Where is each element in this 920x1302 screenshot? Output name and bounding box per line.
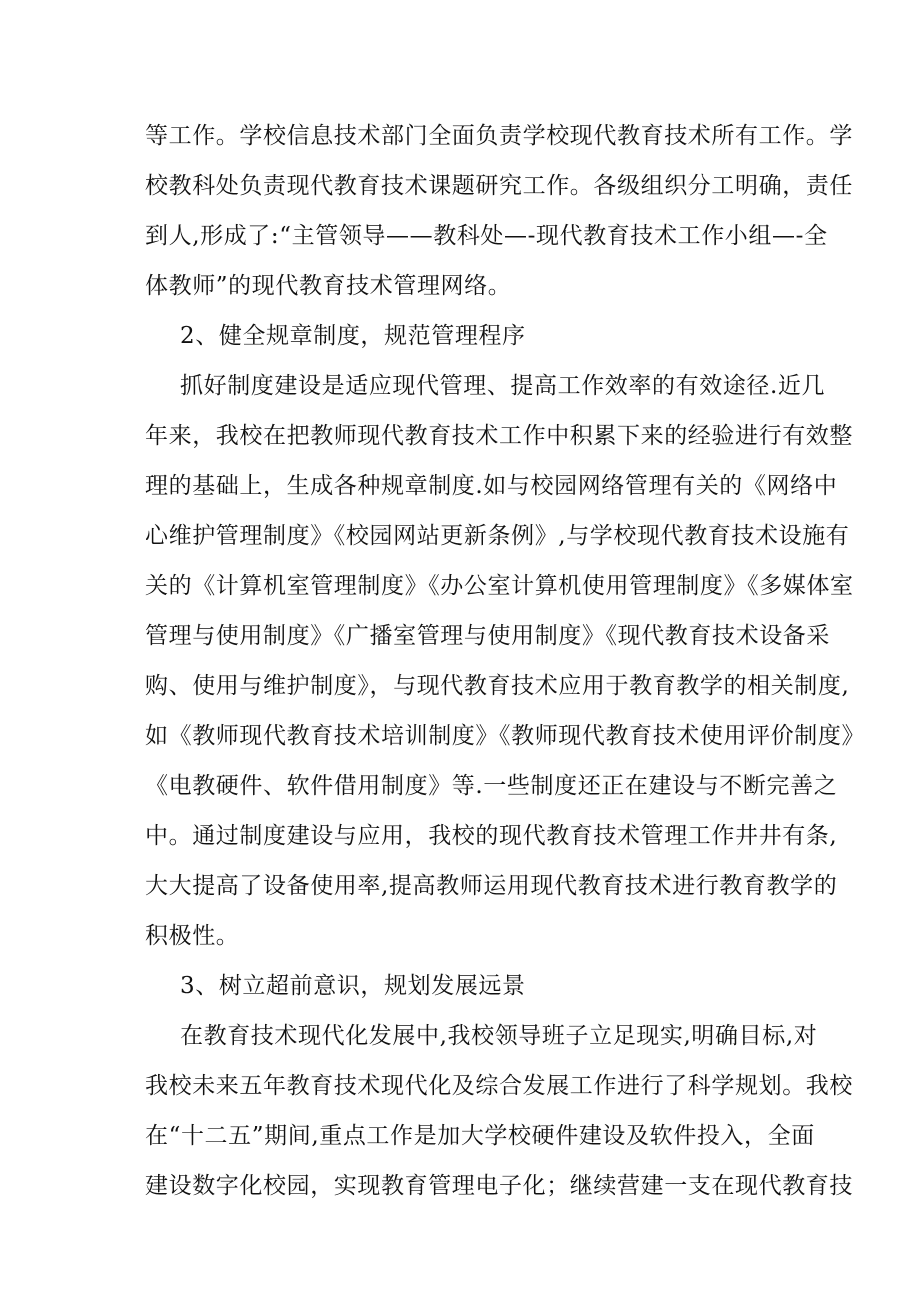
section-heading: 3、树立超前意识，规划发展远景 <box>180 973 526 999</box>
paragraph-line: 如《教师现代教育技术培训制度》《教师现代教育技术使用评价制度》 <box>145 723 866 749</box>
paragraph-line: 中。通过制度建设与应用，我校的现代教育技术管理工作井井有条, <box>145 823 838 849</box>
section-heading: 2、健全规章制度，规范管理程序 <box>180 323 526 349</box>
paragraph-line: 管理与使用制度》《广播室管理与使用制度》《现代教育技术设备采 <box>145 623 830 649</box>
paragraph-line: 大大提高了设备使用率,提高教师运用现代教育技术进行教育教学的 <box>145 873 838 899</box>
paragraph-line: 年来，我校在把教师现代教育技术工作中积累下来的经验进行有效整 <box>145 423 853 449</box>
paragraph-line: 建设数字化校园，实现教育管理电子化；继续营建一支在现代教育技 <box>145 1173 853 1199</box>
paragraph-line: 理的基础上，生成各种规章制度.如与校园网络管理有关的《网络中 <box>145 473 838 499</box>
paragraph-line: 我校未来五年教育技术现代化及综合发展工作进行了科学规划。我校 <box>145 1073 853 1099</box>
paragraph-line: 校教科处负责现代教育技术课题研究工作。各级组织分工明确，责任 <box>145 173 853 199</box>
paragraph-line: 关的《计算机室管理制度》《办公室计算机使用管理制度》《多媒体室 <box>145 573 854 599</box>
paragraph-line: 抓好制度建设是适应现代管理、提高工作效率的有效途径.近几 <box>180 373 826 399</box>
paragraph-line: 体教师”的现代教育技术管理网络。 <box>145 273 512 299</box>
paragraph-line: 等工作。学校信息技术部门全面负责学校现代教育技术所有工作。学 <box>145 123 853 149</box>
paragraph-line: 积极性。 <box>145 923 240 949</box>
paragraph-line: 到人,形成了:“主管领导——教科处—-现代教育技术工作小组—-全 <box>145 223 828 249</box>
paragraph-line: 心维护管理制度》《校园网站更新条例》,与学校现代教育技术设施有 <box>145 523 850 549</box>
paragraph-line: 《电教硬件、软件借用制度》等.一些制度还正在建设与不断完善之 <box>145 773 838 799</box>
paragraph-line: 购、使用与维护制度》，与现代教育技术应用于教育教学的相关制度, <box>145 673 850 699</box>
paragraph-line: 在教育技术现代化发展中,我校领导班子立足现实,明确目标,对 <box>180 1023 818 1049</box>
paragraph-line: 在“十二五”期间,重点工作是加大学校硬件建设及软件投入，全面 <box>145 1123 815 1149</box>
